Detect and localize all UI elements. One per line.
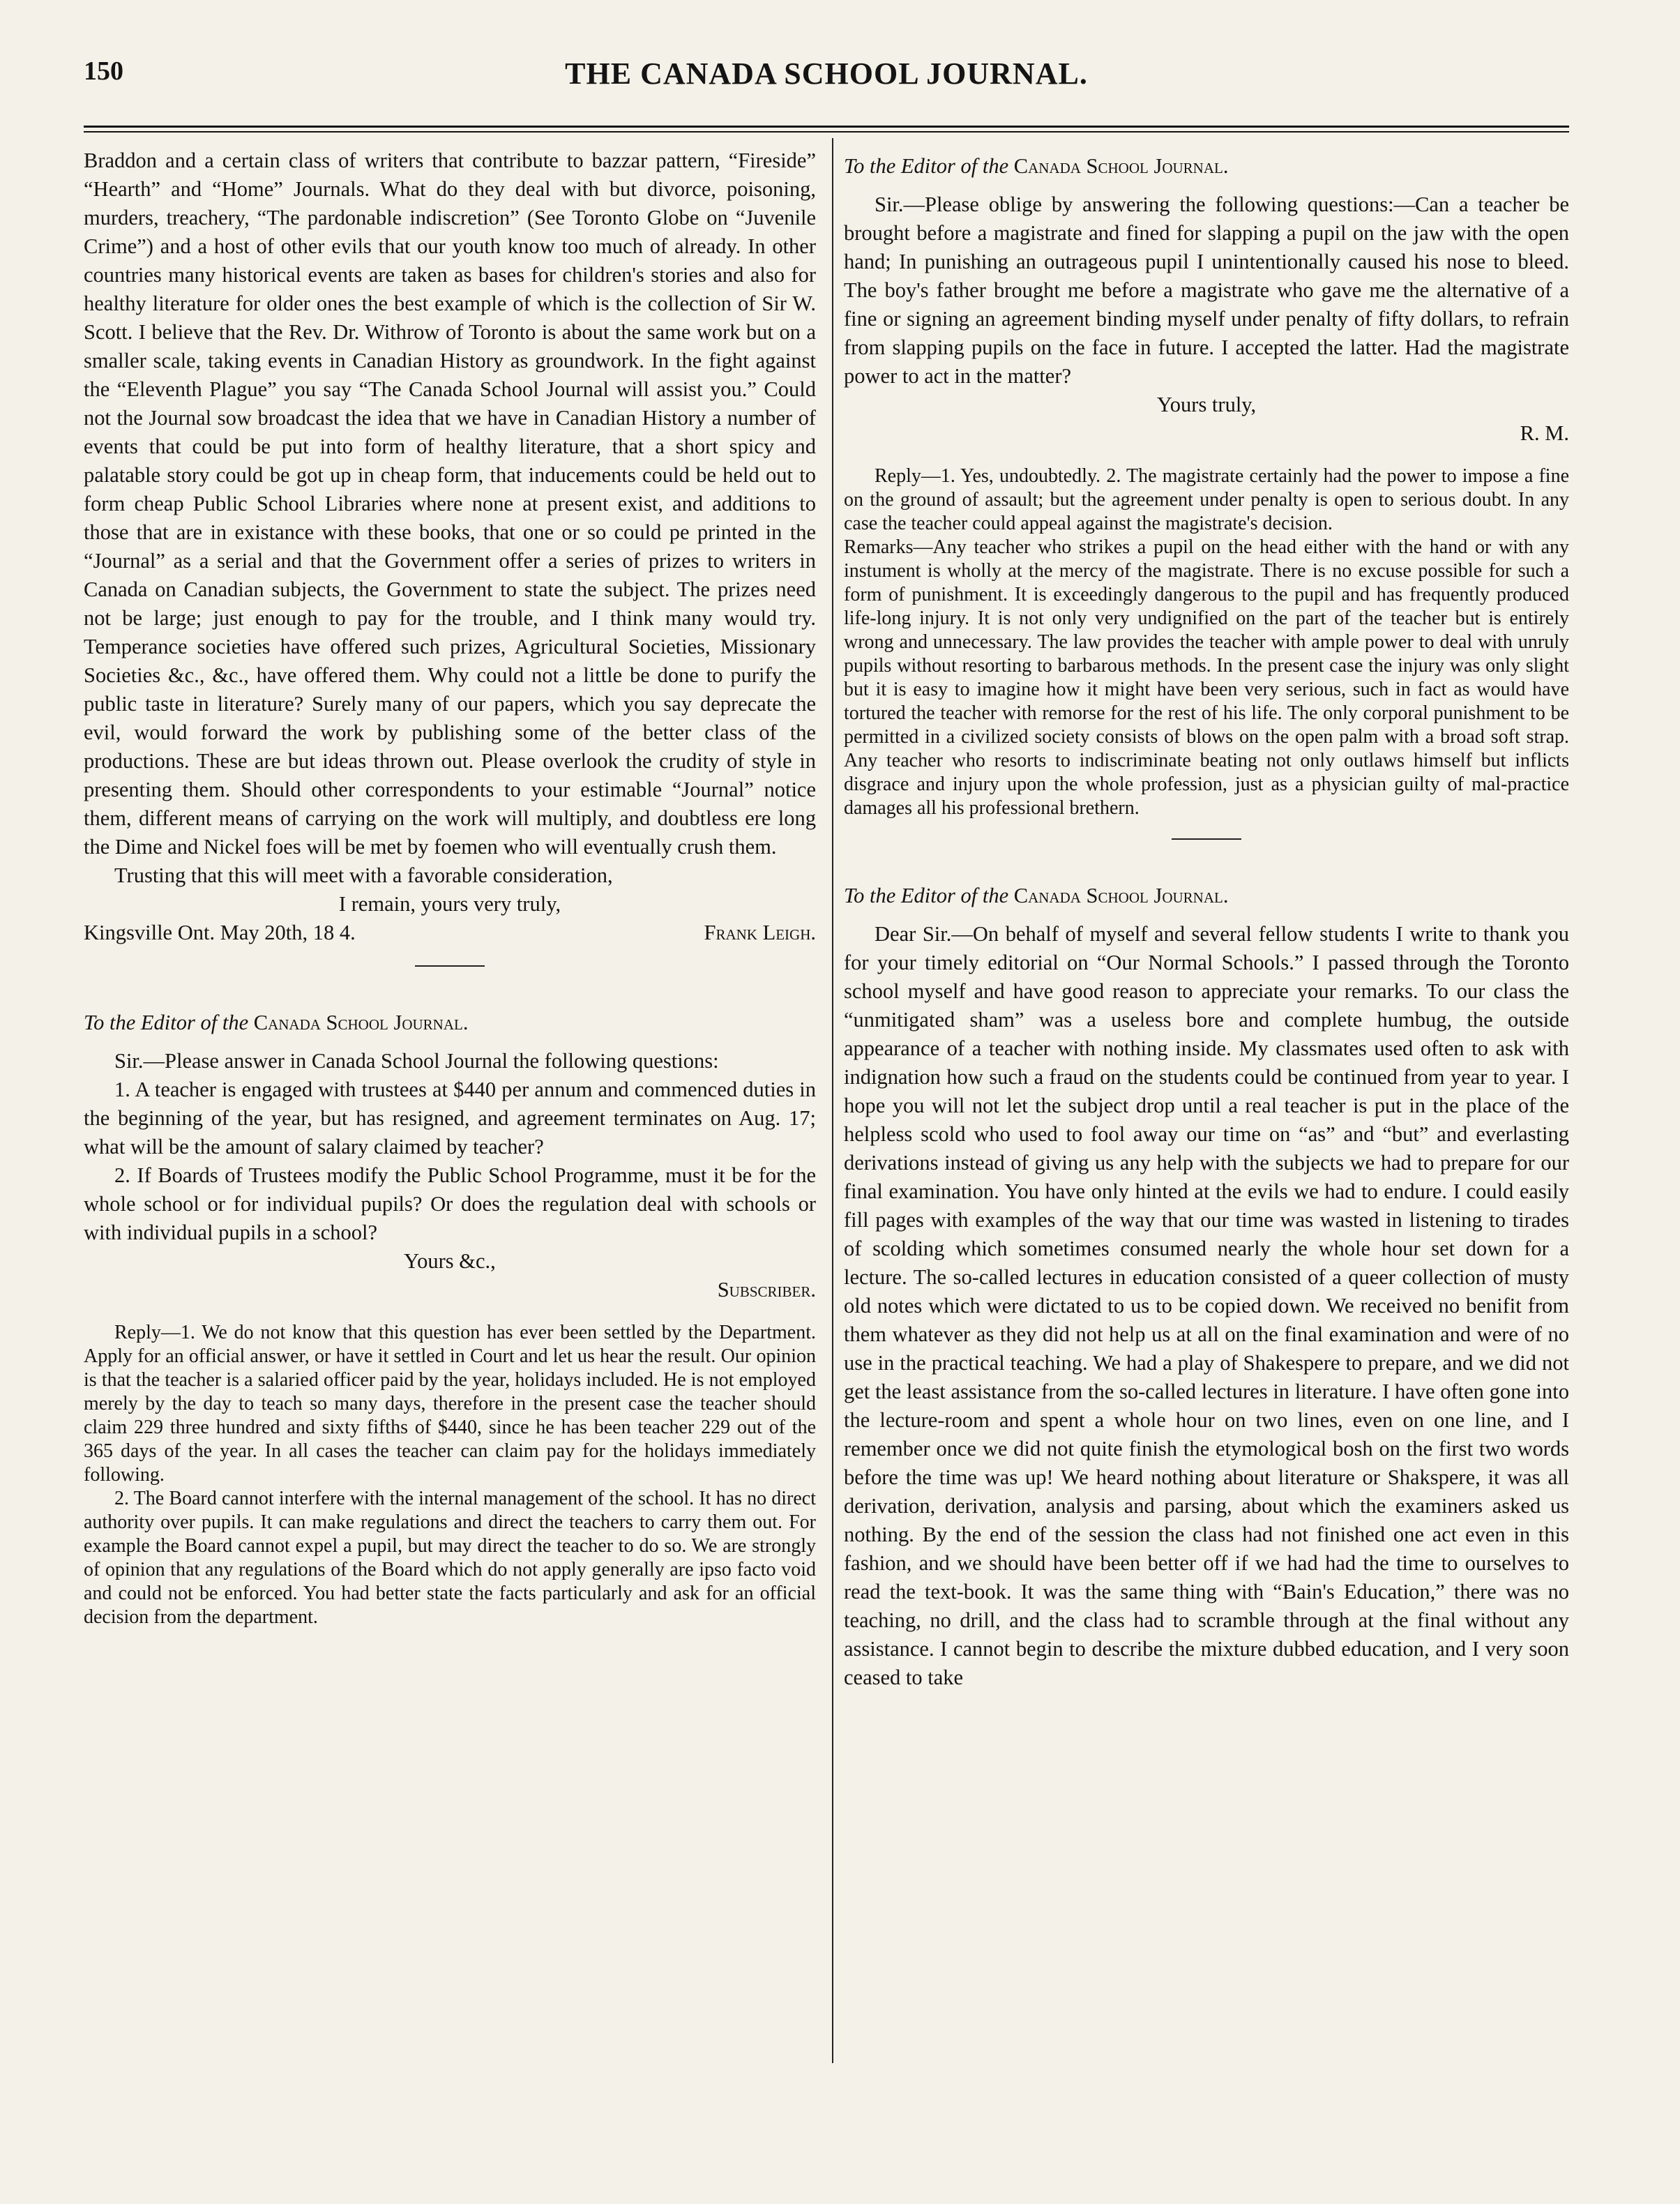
reply-1: Reply—1. We do not know that this question has ever been settled by the Department. Apply for an official answer, or have it settled in Court and let us hear the result. Our opinion is that the teacher is a salaried officer paid by the year, holidays included. He is not employed merely by the day to teach so many days, therefore in the present case the teacher should claim 229 three hundred and sixty fifths of $440, since he has been teacher 229 out of the 365 days of the year. In all cases the teacher can claim pay for the holidays immediately following. bbox=[84, 1322, 816, 1486]
heading-journal: Canada School Journal. bbox=[1013, 154, 1229, 178]
section-heading bbox=[844, 152, 1569, 181]
header-rule bbox=[84, 126, 1569, 128]
heading-prefix: To the Editor of the bbox=[844, 884, 1009, 907]
letter-question: Sir.—Please oblige by answering the following questions:—Can a teacher be brought before a magistrate and fined for slapping a pupil on the jaw with the open hand; In punishing an outrageous pupil I unintentionally caused his nose to bleed. The boy's father brought me before a magistrate who gave me the alternative of a fine or signing an agreement binding myself under penalty of fifty dollars, to refrain from slapping pupils on the face in future. I accepted the latter. Had the magistrate power to act in the matter? bbox=[844, 193, 1569, 388]
place-date: Kingsville Ont. May 20th, 18 4. bbox=[84, 921, 356, 944]
question-1: 1. A teacher is engaged with trustees at $440 per annum and commenced duties in the beginning of the year, but has resigned, and agreement terminates on Aug. 17; what will be the amount of salary claimed by teacher? bbox=[84, 1078, 816, 1158]
signature-row bbox=[84, 919, 816, 947]
section-separator bbox=[1172, 838, 1241, 840]
journal-title: THE CANADA SCHOOL JOURNAL. bbox=[565, 56, 1088, 91]
signature: Frank Leigh. bbox=[704, 921, 816, 944]
section-heading bbox=[844, 882, 1569, 910]
remarks: Remarks—Any teacher who strikes a pupil on the head either with the hand or with any instument is wholly at the mercy of the magistrate. There is no excuse possible for such a form of punishment. It is exceedingly dangerous to the pupil and has frequently produced life-long injury. It is not only very undignified on the part of the teacher but is entirely wrong and unnecessary. The law provides the teacher with ample power to deal with unruly pupils without resorting to barbarous methods. In the present case the injury was only slight but it is easy to imagine how it might have been very serious, such in fact as would have tortured the teacher with remorse for the rest of his life. The only corporal punishment to be permitted in a civilized society consists of blows on the open palm with a broad soft strap. Any teacher who resorts to indiscriminate beating not only outlaws himself but inflicts disgrace and injury upon the whole profession, just as a physician guilty of mal-practice damages all his professional brethern. bbox=[844, 536, 1569, 819]
heading-journal: Canada School Journal. bbox=[253, 1011, 469, 1034]
heading-prefix: To the Editor of the bbox=[844, 154, 1009, 178]
reply-2: 2. The Board cannot interfere with the internal management of the school. It has no direct authority over pupils. It can make regulations and direct the teachers to carry them out. For example the Board cannot expel a pupil, but may direct the teacher to do so. We are strongly of opinion that any regulations of the Board which do not apply generally are ipso facto void and could not be enforced. You had better state the facts particularly and ask for an official decision from the department. bbox=[84, 1488, 816, 1628]
heading-journal: Canada School Journal. bbox=[1013, 884, 1229, 907]
valediction: Yours &c., bbox=[404, 1249, 496, 1273]
section-separator bbox=[415, 965, 485, 967]
right-column bbox=[844, 146, 1569, 1692]
left-column bbox=[84, 146, 816, 1629]
letter-signer: R. M. bbox=[1520, 421, 1569, 445]
letter-continuation: Braddon and a certain class of writers that contribute to bazzar pattern, “Fireside” “Hearth” and “Home” Journals. What do they deal with but divorce, poisoning, murders, treachery, “The pardonable indiscretion” (See Toronto Globe on “Juvenile Crime”) and a host of other evils that our youth know too much of already. In other countries many historical events are taken as bases for children's stories and also for healthy literature for older ones the best example of which is the collection of Sir W. Scott. I believe that the Rev. Dr. Withrow of Toronto is about the same work but on a smaller scale, taking events in Canadian History as groundwork. In the fight against the “Eleventh Plague” you say “The Canada School Journal will assist you.” Could not the Journal sow broadcast the idea that we have in Canadian History a number of events that could be put into form of healthy literature, that a short spicy and palatable story could be got up in cheap form, that inducements could be held out to form cheap Public School Libraries where none at present exist, and additions to those that are in existance with these books, that one or so could pe printed in the “Journal” as a serial and that the Government offer a series of prizes to writers in Canada on Canadian subjects, the Government to state the subject. The prizes need not be large; just enough to pay for the trouble, and I think many would try. Temperance societies have offered such prizes, Agricultural Societies, Missionary Societies &c., &c., have offered them. Why could not a little be done to purify the public taste in literature? Surely many of our papers, which you say deprecate the evil, would forward the work by publishing some of the better class of the productions. These are but ideas thrown out. Please overlook the crudity of style in presenting them. Should other correspondents to your estimable “Journal” notice them, different means of carrying on the work will multiply, and doubtless ere long the Dime and Nickel foes will be met by foemen who will eventually crush them. bbox=[84, 149, 816, 859]
section-heading bbox=[84, 1009, 816, 1037]
letter-body: Dear Sir.—On behalf of myself and several fellow students I write to thank you for your timely editorial on “Our Normal Schools.” I passed through the Toronto school myself and have good reason to appreciate your remarks. To our class the “unmitigated sham” was a useless bore and complete humbug, the outside appearance of a teacher with nothing inside. My classmates used often to ask with indignation how such a fraud on the students could be continued from year to year. I hope you will not let the subject drop until a real teacher is put in the place of the helpless scold who used to fool away our time on “as” and “but” and everlasting derivations instead of giving us any help with the subjects we had to prepare for our final examination. You have only hinted at the evils we had to endure. I could easily fill pages with examples of the way that our time was wasted in listening to tirades of scolding which sometimes consumed nearly the whole hour set down for a lecture. The so-called lectures in education consisted of a queer collection of musty old notes which were dictated to us to be copied down. We received no benifit from them whatever as they did not help us at all on the final examination and were of no use in the practical teaching. We had a play of Shakespere to prepare, and we did not get the least assistance from the so-called lectures in literature. I have often gone into the lecture-room and spent a whole hour on two lines, even on one line, and I remember once we did not quite finish the etymological bosh on the first two words before the time was up! We heard nothing about literature or Shakspere, it was all derivation, derivation, analysis and parsing, about which the examiners asked us nothing. By the end of the session the class had not finished one act even in this fashion, and we should have been better off if we had had the time to ourselves to read the text-book. It was the same thing with “Bain's Education,” there was no teaching, no drill, and the class had to scramble through at the final without any assistance. I cannot begin to describe the mixture dubbed education, and I very soon ceased to take bbox=[844, 922, 1569, 1689]
heading-prefix: To the Editor of the bbox=[84, 1011, 249, 1034]
column-divider bbox=[832, 138, 833, 2063]
question-2: 2. If Boards of Trustees modify the Public School Programme, must it be for the whole school or for individual pupils? Or does the regulation deal with schools or with individual pupils in a school? bbox=[84, 1163, 816, 1244]
letter-signer: Subscriber. bbox=[717, 1278, 816, 1301]
page-header bbox=[84, 56, 1569, 105]
letter-intro: Sir.—Please answer in Canada School Journal the following questions: bbox=[114, 1049, 719, 1073]
header-rule-double bbox=[84, 131, 1569, 133]
reply: Reply—1. Yes, undoubtedly. 2. The magistrate certainly had the power to impose a fine on the ground of assault; but the agreement under penalty is open to serious doubt. In any case the teacher could appeal against the magistrate's decision. bbox=[844, 465, 1569, 534]
valediction: Yours truly, bbox=[1156, 393, 1257, 416]
page-number: 150 bbox=[84, 56, 123, 86]
closing-remain: I remain, yours very truly, bbox=[338, 892, 561, 916]
closing-trust: Trusting that this will meet with a favorable consideration, bbox=[114, 863, 613, 887]
